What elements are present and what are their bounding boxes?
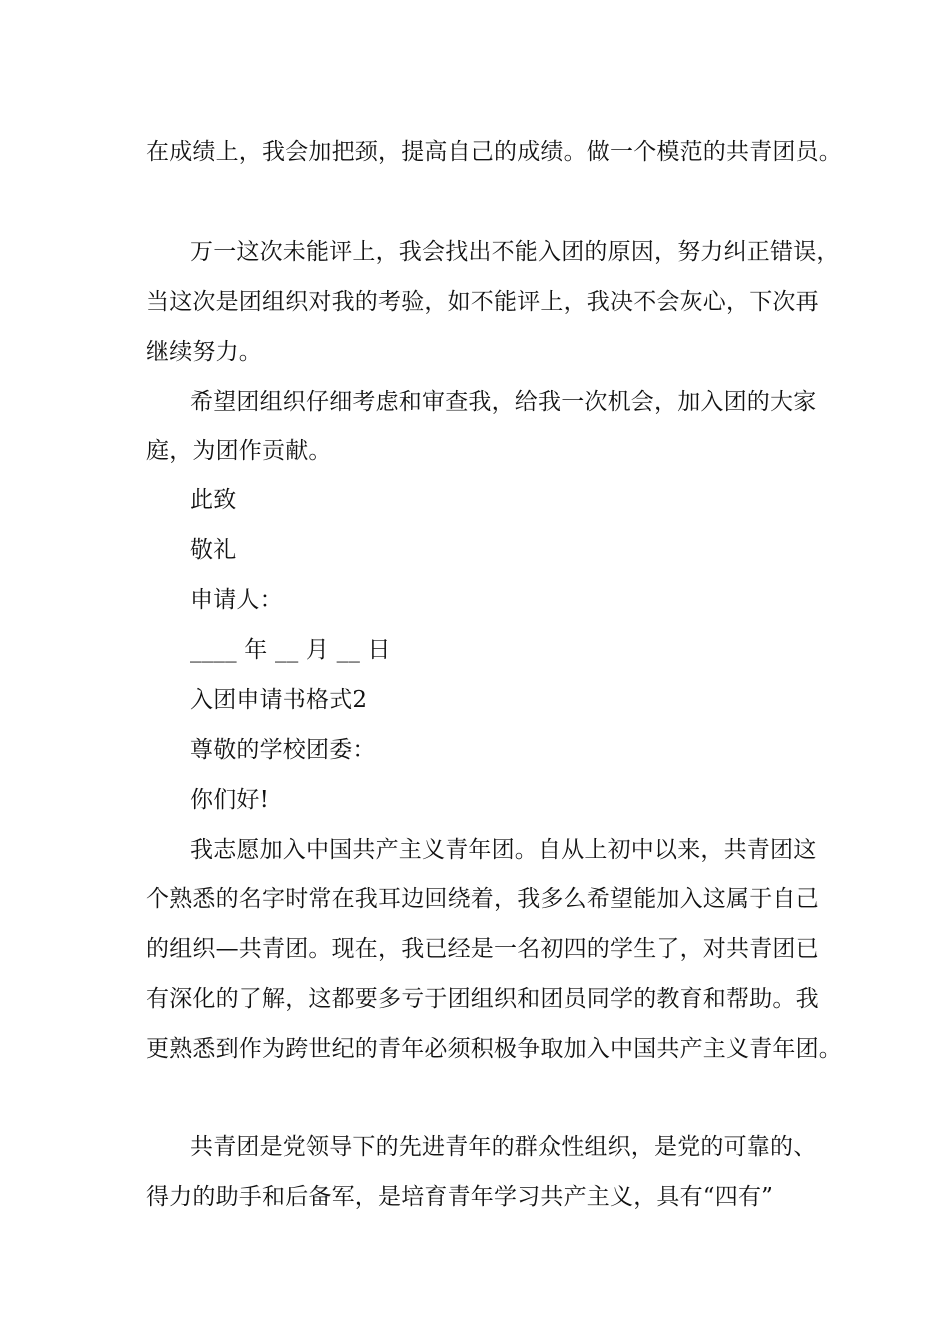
greeting: 你们好! (190, 787, 270, 813)
text-line: 更熟悉到作为跨世纪的青年必须积极争取加入中国共产主义青年团。 (146, 1036, 842, 1062)
text-line: 庭，为团作贡献。 (146, 438, 332, 464)
text-line: 万一这次未能评上，我会找出不能入团的原因，努力纠正错误， (190, 239, 840, 265)
addressee: 尊敬的学校团委： (190, 737, 376, 763)
date-line: ____ 年 __ 月 __ 日 (190, 637, 391, 663)
text-line: 当这次是团组织对我的考验，如不能评上，我决不会灰心，下次再 (146, 289, 819, 315)
closing-regards: 敬礼 (190, 537, 237, 563)
text-line: 继续努力。 (146, 339, 262, 365)
text-line: 我志愿加入中国共产主义青年团。自从上初中以来，共青团这 (190, 837, 817, 863)
applicant-label: 申请人： (190, 587, 283, 613)
text-line: 个熟悉的名字时常在我耳边回绕着，我多么希望能加入这属于自己 (146, 886, 819, 912)
text-line: 有深化的了解，这都要多亏于团组织和团员同学的教育和帮助。我 (146, 986, 819, 1012)
text-line: 得力的助手和后备军，是培育青年学习共产主义，具有“四有” (146, 1184, 774, 1210)
text-line: 共青团是党领导下的先进青年的群众性组织，是党的可靠的、 (190, 1134, 817, 1160)
closing-salutation: 此致 (190, 487, 237, 513)
section-title: 入团申请书格式2 (190, 687, 368, 713)
text-line: 希望团组织仔细考虑和审查我，给我一次机会，加入团的大家 (190, 389, 817, 415)
text-line: 在成绩上，我会加把颈，提高自己的成绩。做一个模范的共青团员。 (146, 139, 842, 165)
text-line: 的组织—共青团。现在，我已经是一名初四的学生了，对共青团已 (146, 936, 819, 962)
